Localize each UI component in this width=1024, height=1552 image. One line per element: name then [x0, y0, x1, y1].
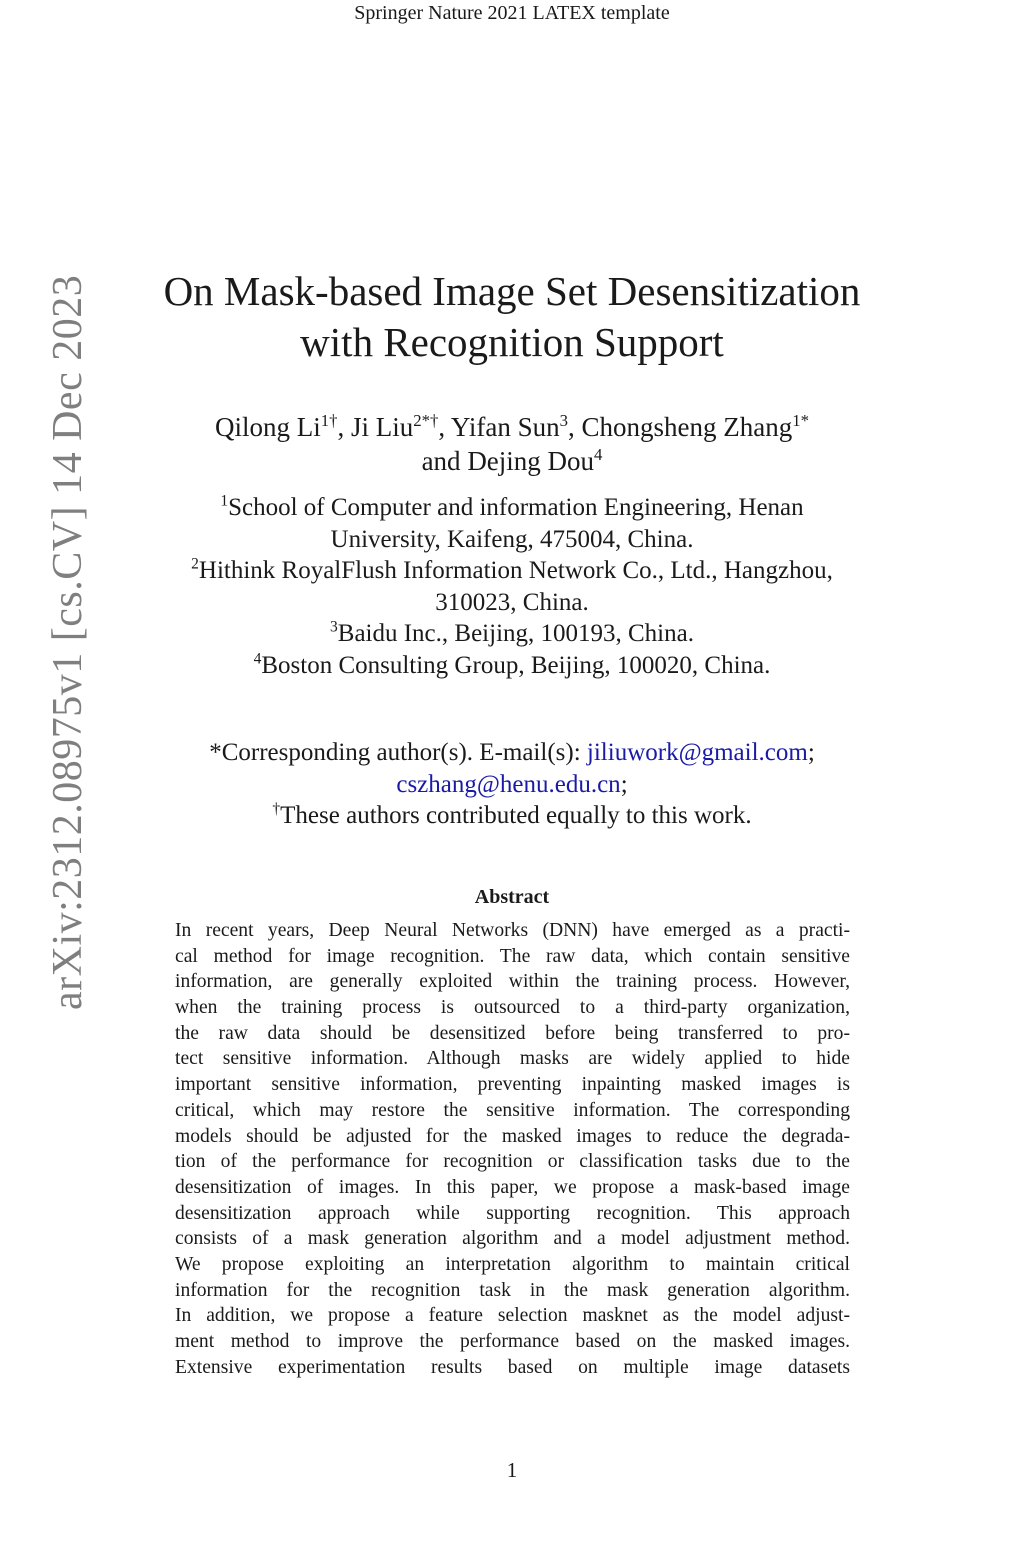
abstract-heading	[0, 886, 1024, 909]
abstract-line: We propose exploiting an interpretation algorithm to maintain critical	[175, 1253, 850, 1275]
abstract-line: models should be adjusted for the masked images to reduce the degrada-	[175, 1125, 850, 1147]
abstract-line: important sensitive information, preventing inpainting masked images is	[175, 1074, 850, 1096]
abstract-body	[175, 918, 850, 1380]
affiliation-line: 310023, China.	[435, 588, 589, 616]
email-link-jiliu[interactable]: jiliuwork@gmail.com	[586, 739, 808, 766]
author-conjunction: and	[421, 446, 461, 476]
affiliation-item	[120, 618, 904, 650]
author-affil-mark: 1*	[792, 411, 809, 430]
author-affil-mark: 4	[594, 445, 603, 464]
page-number	[0, 1458, 1024, 1483]
affiliation-item	[120, 555, 904, 618]
running-header-text: Springer Nature 2021 LATEX template	[354, 2, 670, 24]
abstract-heading-text: Abstract	[474, 886, 550, 908]
affiliation-mark: 2	[191, 555, 199, 573]
abstract-line: In addition, we propose a feature selection masknet as the model adjust-	[175, 1305, 850, 1327]
affiliation-item	[120, 650, 904, 682]
abstract-line: tion of the performance for recognition or classification tasks due to the	[175, 1151, 850, 1173]
author-name: Ji Liu	[351, 412, 414, 442]
affiliation-mark: 1	[220, 492, 229, 510]
abstract-line: consists of a mask generation algorithm and a model adjustment method.	[175, 1228, 850, 1250]
corresponding-author-note	[120, 737, 904, 832]
arxiv-identifier-text: arXiv:2312.08975v1 [cs.CV] 14 Dec 2023	[45, 274, 91, 1010]
corresponding-prefix: *Corresponding author(s). E-mail(s):	[209, 739, 587, 766]
abstract-line: cal method for image recognition. The raw data, which contain sensitive	[175, 945, 850, 967]
author-name: Chongsheng Zhang	[581, 412, 793, 442]
abstract-line: information for the recognition task in the mask generation algorithm.	[175, 1279, 850, 1301]
paper-title	[140, 266, 884, 368]
abstract-line: ment method to improve the performance based on the masked images.	[175, 1331, 850, 1352]
title-line-2: with Recognition Support	[300, 319, 724, 365]
page-number-text: 1	[506, 1458, 518, 1482]
email-separator: ;	[620, 770, 628, 798]
affiliation-line: School of Computer and information Engineering, Henan	[228, 494, 804, 521]
running-header	[0, 2, 1024, 25]
author-affil-mark: 2*†	[413, 411, 439, 430]
abstract-line: desensitization approach while supporting recognition. This approach	[175, 1202, 850, 1224]
email-link-cszhang[interactable]: cszhang@henu.edu.cn	[396, 770, 621, 798]
author-name: Qilong Li	[215, 412, 321, 442]
affiliation-line: Baidu Inc., Beijing, 100193, China.	[337, 620, 694, 647]
title-line-1: On Mask-based Image Set Desensitization	[163, 268, 861, 314]
abstract-line: the raw data should be desensitized before being transferred to pro-	[175, 1022, 850, 1044]
affiliation-mark: 4	[253, 650, 262, 668]
author-affil-mark: 1†	[320, 411, 338, 430]
affiliation-list	[120, 492, 904, 681]
affiliation-line: Boston Consulting Group, Beijing, 100020, China.	[261, 651, 771, 679]
author-name: Yifan Sun	[450, 412, 560, 442]
author-name: Dejing Dou	[467, 446, 595, 476]
abstract-line: In recent years, Deep Neural Networks (DNN) have emerged as a practi-	[175, 920, 850, 941]
equal-contribution-mark: †	[272, 800, 281, 818]
equal-contribution-text: These authors contributed equally to this work.	[280, 802, 752, 829]
abstract-line: critical, which may restore the sensitive information. The corresponding	[175, 1099, 850, 1121]
affiliation-mark: 3	[330, 618, 338, 636]
author-affil-mark: 3	[559, 411, 569, 430]
abstract-line: tect sensitive information. Although masks are widely applied to hide	[175, 1048, 850, 1070]
affiliation-line: Hithink RoyalFlush Information Network Co., Ltd., Hangzhou,	[198, 557, 833, 584]
abstract-line: desensitization of images. In this paper, we propose a mask-based image	[175, 1176, 850, 1198]
affiliation-item	[120, 492, 904, 555]
email-separator: ;	[807, 739, 815, 766]
abstract-line: Extensive experimentation results based on multiple image datasets	[175, 1356, 850, 1378]
abstract-line: when the training process is outsourced to a third-party organization,	[175, 997, 850, 1019]
affiliation-line: University, Kaifeng, 475004, China.	[330, 525, 694, 553]
author-list: Qilong $Li^{1\dagger}$, Ji Liu$^{2*\dagger}$, Yifan Sun$^3$, Chongsheng Zhang$^{1*}$ and Dejing Dou$^4$	[215, 411, 809, 476]
abstract-line: information, are generally exploited within the training process. However,	[175, 971, 850, 993]
